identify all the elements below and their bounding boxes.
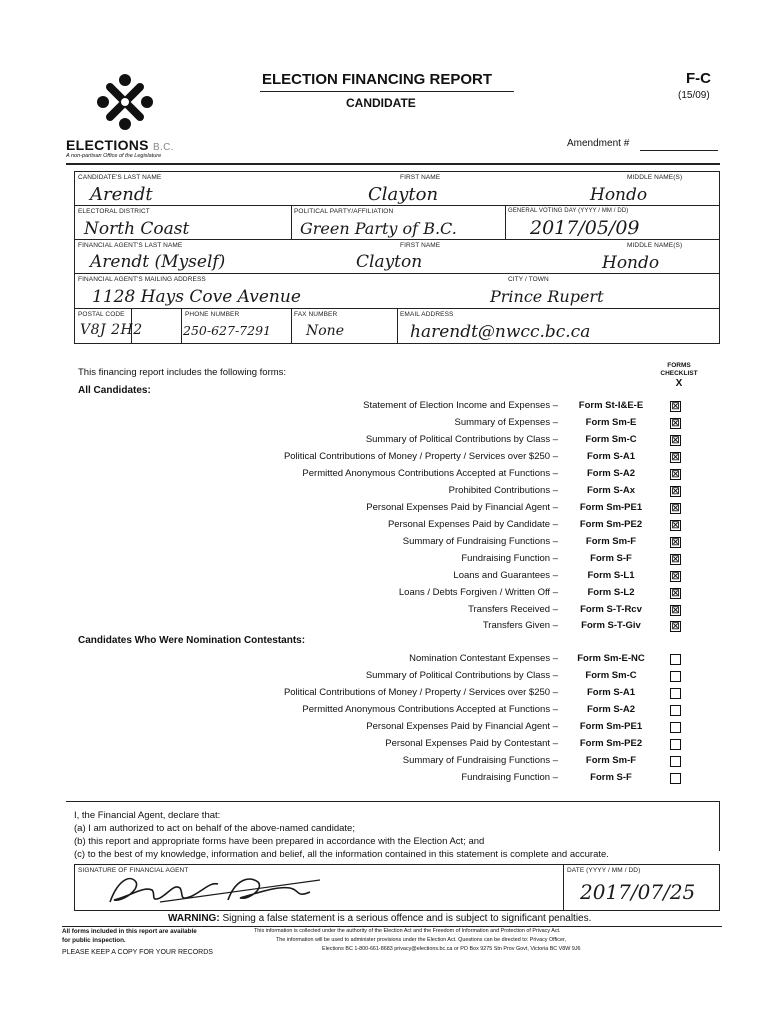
row-checkbox[interactable] — [670, 773, 681, 784]
row-form: Form Sm-E — [585, 417, 637, 428]
row-desc: Fundraising Function – — [461, 772, 558, 783]
row-form: Form Sm-C — [585, 434, 637, 445]
voting-day-label: GENERAL VOTING DAY (YYYY / MM / DD) — [508, 208, 629, 214]
row-desc: Summary of Political Contributions by Class – — [365, 434, 558, 445]
declaration-rule — [66, 801, 720, 802]
date-field[interactable]: 2017/07/25 — [580, 880, 696, 904]
political-party-field[interactable]: Green Party of B.C. — [300, 219, 457, 238]
row-checkbox[interactable]: ☒ — [671, 571, 680, 581]
agent-middle-names-label: MIDDLE NAME(S) — [627, 242, 683, 249]
row-desc: Permitted Anonymous Contributions Accepted at Functions – — [302, 704, 558, 715]
checklist-row — [0, 587, 770, 602]
public-inspection-1: All forms included in this report are available — [62, 928, 197, 935]
checklist-row — [0, 400, 770, 415]
agent-middle-names-field[interactable]: Hondo — [602, 253, 660, 273]
row-form: Form Sm-F — [585, 755, 637, 766]
checklist-header-mark: X — [675, 378, 683, 389]
row-form: Form S-A2 — [586, 468, 636, 479]
row-form: Form S-L1 — [587, 570, 635, 581]
nomination-heading: Candidates Who Were Nomination Contestants: — [78, 635, 306, 646]
form-version: (15/09) — [678, 90, 710, 101]
signature-label: SIGNATURE OF FINANCIAL AGENT — [78, 867, 189, 874]
voting-day-field[interactable]: 2017/05/09 — [530, 217, 640, 239]
signature-field[interactable] — [100, 872, 330, 908]
electoral-district-label: ELECTORAL DISTRICT — [78, 208, 150, 215]
electoral-district-field[interactable]: North Coast — [84, 219, 190, 239]
fax-label: FAX NUMBER — [294, 311, 338, 318]
row-checkbox[interactable]: ☒ — [671, 435, 680, 445]
declaration-line-2: (a) I am authorized to act on behalf of the above-named candidate; — [74, 823, 355, 834]
row-desc: Personal Expenses Paid by Contestant – — [385, 738, 558, 749]
row-form: Form Sm-PE1 — [579, 721, 643, 732]
row-form: Form Sm-PE2 — [579, 738, 643, 749]
checklist-row — [0, 536, 770, 551]
row-form: Form Sm-PE1 — [579, 502, 643, 513]
amendment-field[interactable] — [640, 150, 718, 151]
mailing-address-field[interactable]: 1128 Hays Cove Avenue — [92, 287, 301, 307]
checklist-header-bottom: CHECKLIST — [660, 370, 698, 377]
warning — [168, 913, 591, 924]
row-form: Form Sm-E-NC — [577, 653, 645, 664]
row-checkbox[interactable] — [670, 705, 681, 716]
checklist-row — [0, 468, 770, 483]
row-checkbox[interactable]: ☒ — [671, 605, 680, 615]
report-subtitle: CANDIDATE — [346, 96, 416, 110]
checklist-row — [0, 434, 770, 449]
fax-field[interactable]: None — [306, 323, 344, 339]
middle-names-label: MIDDLE NAME(S) — [627, 174, 683, 181]
warning-label: WARNING: — [168, 913, 220, 924]
logo-tagline: A non-partisan Office of the Legislature — [66, 153, 162, 159]
row-checkbox[interactable]: ☒ — [671, 469, 680, 479]
logo-suffix: B.C. — [153, 142, 174, 153]
logo-name: ELECTIONS — [66, 137, 149, 153]
mailing-address-label: FINANCIAL AGENT'S MAILING ADDRESS — [78, 276, 206, 283]
date-label: DATE (YYYY / MM / DD) — [567, 867, 641, 874]
row-desc: Nomination Contestant Expenses – — [409, 653, 558, 664]
row-desc: Summary of Political Contributions by Class – — [365, 670, 558, 681]
row-desc: Loans / Debts Forgiven / Written Off – — [398, 587, 558, 598]
checklist-row — [0, 502, 770, 517]
row-form: Form S-A1 — [586, 451, 636, 462]
checklist-row — [0, 653, 770, 668]
row-desc: Fundraising Function – — [461, 553, 558, 564]
agent-last-name-field[interactable]: Arendt (Myself) — [90, 252, 226, 272]
checklist-row — [0, 620, 770, 635]
political-party-label: POLITICAL PARTY/AFFILIATION — [294, 208, 394, 215]
checklist-row — [0, 670, 770, 685]
row-checkbox[interactable]: ☒ — [671, 486, 680, 496]
row-desc: Transfers Given – — [482, 620, 558, 631]
checklist-row — [0, 721, 770, 736]
checklist-header-top: FORMS — [667, 362, 691, 369]
logo-wordmark — [66, 137, 174, 153]
row-checkbox[interactable] — [670, 722, 681, 733]
row-form: Form S-A2 — [586, 704, 636, 715]
report-title: ELECTION FINANCING REPORT — [262, 71, 493, 88]
city-label: CITY / TOWN — [508, 276, 549, 283]
row-checkbox[interactable]: ☒ — [671, 621, 680, 631]
privacy-line-2: The information will be used to administer provisions under the Election Act. Questions can be directed to: Privacy Officer, — [276, 937, 566, 943]
phone-field[interactable]: 250-627-7291 — [183, 323, 271, 338]
row-form: Form S-F — [590, 553, 632, 564]
first-name-field[interactable]: Clayton — [368, 184, 439, 205]
row-form: Form S-F — [590, 772, 632, 783]
row-form: Form Sm-C — [585, 670, 637, 681]
row-desc: Summary of Fundraising Functions – — [402, 755, 558, 766]
first-name-label: FIRST NAME — [400, 174, 441, 181]
all-candidates-heading: All Candidates: — [78, 385, 151, 396]
checklist-row — [0, 485, 770, 500]
email-field[interactable]: harendt@nwcc.bc.ca — [410, 322, 591, 342]
row-desc: Personal Expenses Paid by Financial Agent – — [366, 502, 558, 513]
checklist-row — [0, 738, 770, 753]
row-checkbox[interactable] — [670, 654, 681, 665]
middle-names-field[interactable]: Hondo — [590, 185, 648, 205]
row-desc: Political Contributions of Money / Property / Services over $250 – — [283, 451, 558, 462]
row-desc: Personal Expenses Paid by Candidate – — [387, 519, 558, 530]
handwritten-signature-icon — [100, 872, 330, 908]
row-form: Form Sm-PE2 — [579, 519, 643, 530]
row-checkbox[interactable]: ☒ — [671, 401, 680, 411]
checklist-row — [0, 417, 770, 432]
phone-label: PHONE NUMBER — [185, 311, 240, 318]
declaration-side — [719, 801, 720, 851]
declaration-line-4: (c) to the best of my knowledge, information and belief, all the information contained in this statement is complete and accurate. — [74, 849, 609, 860]
checklist-row — [0, 687, 770, 702]
row-desc: Summary of Expenses – — [454, 417, 558, 428]
checklist-row — [0, 772, 770, 787]
postal-code-field[interactable]: V8J 2H2 — [80, 322, 143, 338]
title-underline — [260, 91, 514, 92]
row-checkbox[interactable]: ☒ — [671, 520, 680, 530]
row-desc: Summary of Fundraising Functions – — [402, 536, 558, 547]
row-desc: Loans and Guarantees – — [453, 570, 558, 581]
row-checkbox[interactable]: ☒ — [671, 418, 680, 428]
row-checkbox[interactable]: ☒ — [671, 554, 680, 564]
postal-code-label: POSTAL CODE — [78, 311, 125, 318]
row-form: Form S-A1 — [586, 687, 636, 698]
elections-bc-logo — [90, 66, 160, 136]
row-form: Form S-Ax — [586, 485, 636, 496]
header-rule — [66, 163, 720, 165]
row-form: Form S-L2 — [587, 587, 635, 598]
row-form: Form St-I&E-E — [578, 400, 644, 411]
keep-copy: PLEASE KEEP A COPY FOR YOUR RECORDS — [62, 949, 213, 956]
row-form: Form Sm-F — [585, 536, 637, 547]
row-form: Form S-T-Giv — [581, 620, 641, 631]
row-checkbox[interactable] — [670, 688, 681, 699]
row-checkbox[interactable]: ☒ — [671, 452, 680, 462]
checklist-row — [0, 704, 770, 719]
declaration-line-3: (b) this report and appropriate forms have been prepared in accordance with the Election Act; and — [74, 836, 485, 847]
declaration-line-1: I, the Financial Agent, declare that: — [74, 810, 221, 821]
checklist-row — [0, 519, 770, 534]
row-checkbox[interactable]: ☒ — [671, 588, 680, 598]
form-code: F-C — [686, 70, 711, 87]
email-label: EMAIL ADDRESS — [400, 311, 454, 318]
row-desc: Prohibited Contributions – — [448, 485, 558, 496]
row-desc: Statement of Election Income and Expenses – — [363, 400, 558, 411]
row-desc: Transfers Received – — [468, 604, 558, 615]
row-checkbox[interactable] — [670, 671, 681, 682]
privacy-line-3: Elections BC 1-800-661-8683 privacy@elections.bc.ca or PO Box 9275 Stn Prov Govt, Victoria BC V8W 9J6 — [322, 946, 581, 952]
checklist-header — [650, 362, 708, 390]
checklist-row — [0, 553, 770, 568]
candidate-last-name-field[interactable]: Arendt — [90, 184, 153, 205]
checklist-intro: This financing report includes the following forms: — [78, 367, 287, 378]
city-field[interactable]: Prince Rupert — [490, 287, 604, 306]
elections-logo-icon — [90, 66, 160, 136]
amendment-label: Amendment # — [567, 138, 630, 149]
checklist-row — [0, 570, 770, 585]
agent-first-name-label: FIRST NAME — [400, 242, 441, 249]
row-checkbox[interactable] — [670, 739, 681, 750]
row-desc: Personal Expenses Paid by Financial Agent – — [366, 721, 558, 732]
row-checkbox[interactable] — [670, 756, 681, 767]
agent-first-name-field[interactable]: Clayton — [356, 252, 423, 272]
row-form: Form S-T-Rcv — [580, 604, 642, 615]
row-desc: Political Contributions of Money / Property / Services over $250 – — [283, 687, 558, 698]
checklist-row — [0, 604, 770, 619]
public-inspection-2: for public inspection. — [62, 937, 126, 944]
privacy-line-1: This information is collected under the authority of the Election Act and the Freedom of Information and Protection of Privacy Act. — [254, 928, 561, 934]
candidate-last-name-label: CANDIDATE'S LAST NAME — [78, 174, 162, 181]
row-checkbox[interactable]: ☒ — [671, 503, 680, 513]
row-checkbox[interactable]: ☒ — [671, 537, 680, 547]
row-desc: Permitted Anonymous Contributions Accepted at Functions – — [302, 468, 558, 479]
checklist-row — [0, 451, 770, 466]
footer-rule — [62, 926, 722, 927]
warning-text: Signing a false statement is a serious offence and is subject to significant penalties. — [222, 913, 592, 924]
agent-last-name-label: FINANCIAL AGENT'S LAST NAME — [78, 242, 183, 249]
checklist-row — [0, 755, 770, 770]
